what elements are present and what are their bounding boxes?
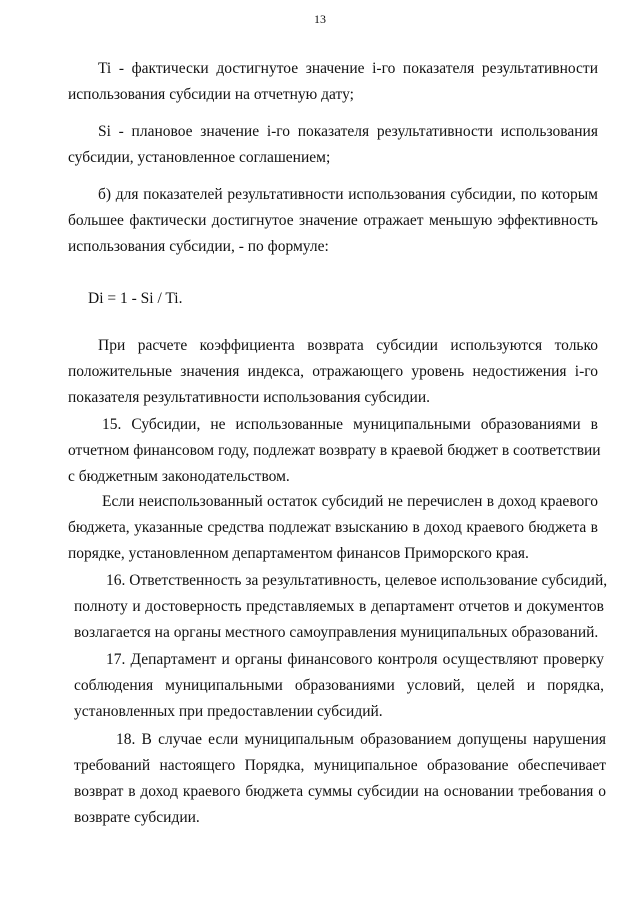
paragraph-line: порядке, установленном департаментом финансов Приморского края.	[68, 545, 529, 562]
paragraph-unused-balance	[68, 489, 598, 567]
paragraph-line: б) для показателей результативности использования субсидии, по которым	[98, 186, 598, 203]
paragraph-line: соблюдения муниципальными образованиями условий, целей и порядка,	[74, 677, 604, 694]
paragraph-clause-16	[74, 568, 608, 646]
paragraph-line: возврат в доход краевого бюджета суммы субсидии на основании требования о	[74, 783, 606, 800]
paragraph-si-definition	[68, 119, 598, 171]
paragraph-line: бюджета, указанные средства подлежат взысканию в доход краевого бюджета в	[68, 519, 598, 536]
paragraph-ti-definition	[68, 56, 598, 108]
paragraph-clause-18	[74, 727, 606, 831]
paragraph-item-b	[68, 182, 598, 260]
paragraph-line: субсидии, установленное соглашением;	[68, 149, 331, 166]
paragraph-line: с бюджетным законодательством.	[68, 468, 290, 485]
paragraph-line: Si - плановое значение i-го показателя результативности использования	[98, 123, 598, 140]
paragraph-line: 18. В случае если муниципальным образованием допущены нарушения	[116, 731, 606, 748]
paragraph-line: Если неиспользованный остаток субсидий не перечислен в доход краевого	[102, 493, 598, 510]
paragraph-line: установленных при предоставлении субсидий.	[74, 703, 383, 720]
page-number: 13	[314, 12, 326, 26]
paragraph-line: положительные значения индекса, отражающего уровень недостижения i-го	[68, 363, 598, 380]
paragraph-line: большее фактически достигнутое значение отражает меньшую эффективность	[68, 212, 598, 229]
formula	[88, 286, 388, 312]
paragraph-line: использования субсидии, - по формуле:	[68, 238, 329, 255]
paragraph-line: возлагается на органы местного самоуправления муниципальных образований.	[74, 624, 599, 641]
paragraph-line: возврате субсидии.	[74, 809, 200, 826]
paragraph-positive-values-note	[68, 333, 598, 411]
paragraph-line: использования субсидии на отчетную дату;	[68, 86, 354, 103]
paragraph-clause-17	[74, 647, 604, 725]
paragraph-line: требований настоящего Порядка, муниципальное образование обеспечивает	[74, 757, 606, 774]
paragraph-line: 17. Департамент и органы финансового контроля осуществляют проверку	[106, 651, 604, 668]
paragraph-line: При расчете коэффициента возврата субсидии используются только	[98, 337, 598, 354]
paragraph-line: 15. Субсидии, не использованные муниципальными образованиями в	[102, 416, 598, 433]
paragraph-line: 16. Ответственность за результативность, целевое использование субсидий,	[106, 572, 608, 589]
paragraph-line: показателя результативности использования субсидии.	[68, 389, 431, 406]
paragraph-line: Ti - фактически достигнутое значение i-го показателя результативности	[98, 60, 598, 77]
formula-text: Di = 1 - Si / Ti.	[88, 290, 183, 307]
paragraph-clause-15	[68, 412, 601, 490]
paragraph-line: полноту и достоверность представляемых в департамент отчетов и документов	[74, 598, 604, 615]
paragraph-line: отчетном финансовом году, подлежат возврату в краевой бюджет в соответствии	[68, 442, 601, 459]
